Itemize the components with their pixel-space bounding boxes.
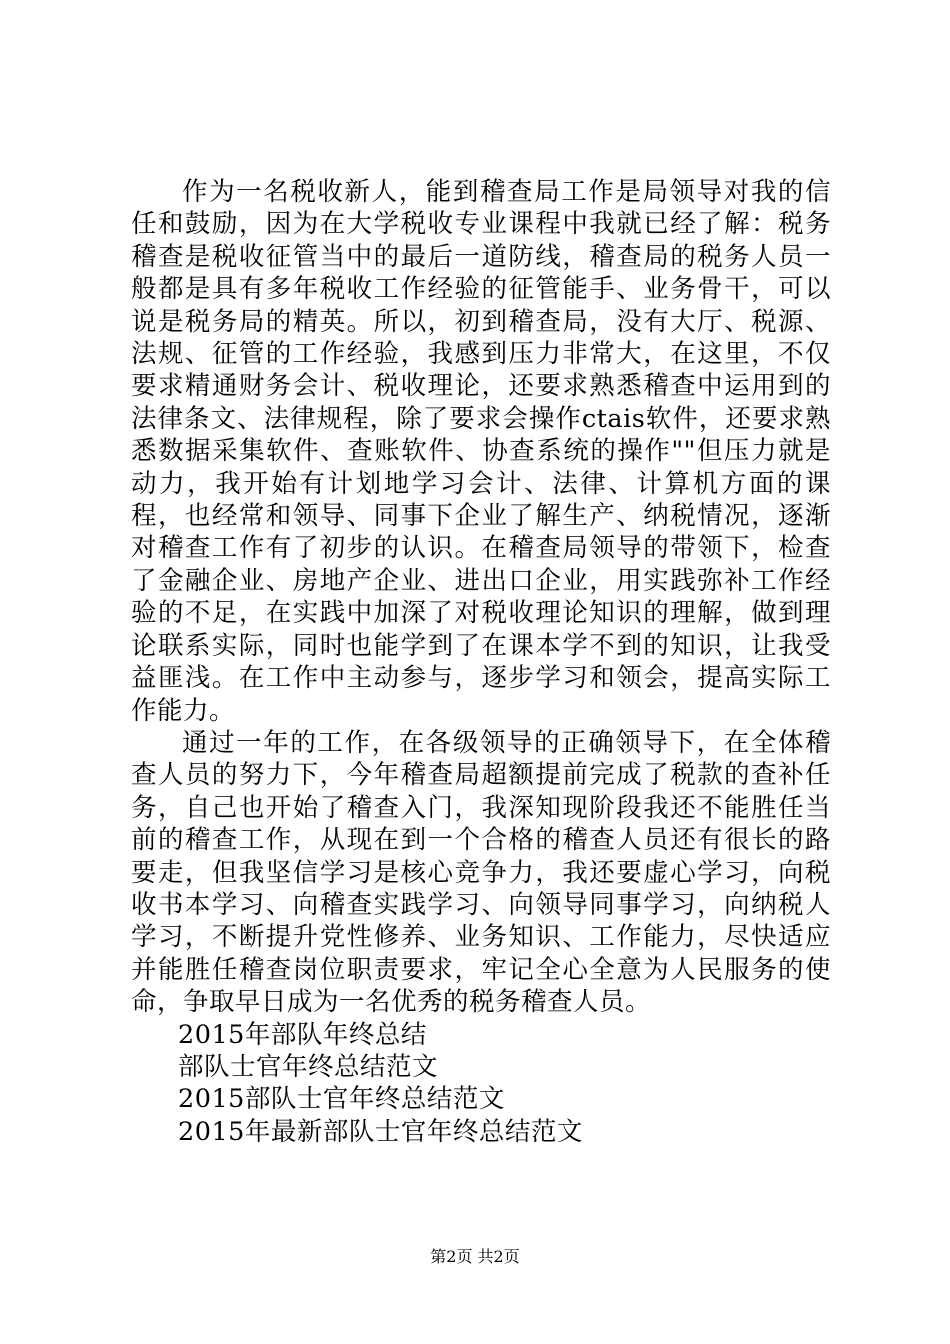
related-link-4[interactable]: 2015年最新部队士官年终总结范文 [178,1116,583,1147]
related-link-2[interactable]: 部队士官年终总结范文 [178,1051,439,1082]
page-footer: 第2页 共2页 [430,1247,520,1266]
related-link-3[interactable]: 2015部队士官年终总结范文 [178,1084,505,1115]
related-link-1[interactable]: 2015年部队年终总结 [178,1019,427,1050]
paragraph-1: 作为一名税收新人，能到稽查局工作是局领导对我的信任和鼓励，因为在大学税收专业课程中我就已经了解：税务稽查是税收征管当中的最后一道防线，稽查局的税务人员一般都是具有多年税收工作经验的征管能手、业务骨干，可以说是税务局的精英。所以，初到稽查局，没有大厅、税源、法规、征管的工作经验，我感到压力非常大，在这里，不仅要求精通财务会计、税收理论，还要求熟悉稽查中运用到的法律条文、法律规程，除了要求会操作ctais软件，还要求熟悉数据采集软件、查账软件、协查系统的操作""但压力就是动力，我开始有计划地学习会计、法律、计算机方面的课程，也经常和领导、同事下企业了解生产、纳税情况，逐渐对稽查工作有了初步的认识。在稽查局领导的带领下，检查了金融企业、房地产企业、进出口企业，用实践弥补工作经验的不足，在实践中加深了对税收理论知识的理解，做到理论联系实际，同时也能学到了在课本学不到的知识，让我受益匪浅。在工作中主动参与，逐步学习和领会，提高实际工作能力。 [131,177,831,726]
paragraph-2: 通过一年的工作，在各级领导的正确领导下，在全体稽查人员的努力下，今年稽查局超额提前完成了税款的查补任务，自己也开始了稽查入门，我深知现阶段我还不能胜任当前的稽查工作，从现在到一个合格的稽查人员还有很长的路要走，但我坚信学习是核心竞争力，我还要虚心学习，向税收书本学习、向稽查实践学习、向领导同事学习，向纳税人学习，不断提升党性修养、业务知识、工作能力，尽快适应并能胜任稽查岗位职责要求，牢记全心全意为人民服务的使命，争取早日成为一名优秀的税务稽查人员。 [131,727,831,1018]
document-body [131,176,831,1148]
